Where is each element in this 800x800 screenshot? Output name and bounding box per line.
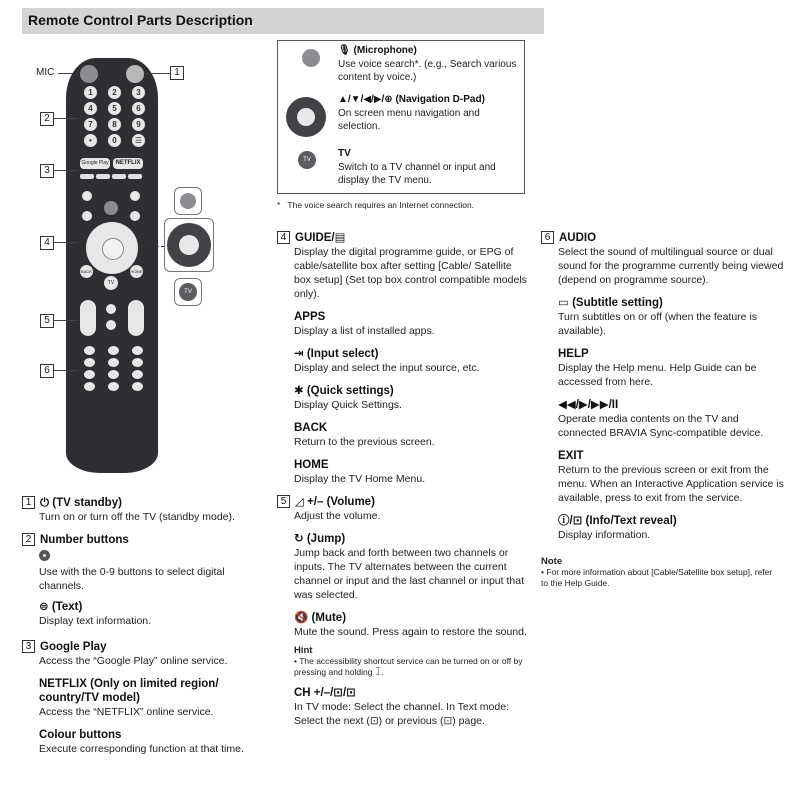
input-button	[82, 211, 92, 221]
callout-3: 3	[40, 164, 54, 178]
footnote-mark: *	[277, 200, 281, 210]
home-body: Display the TV Home Menu.	[294, 473, 426, 485]
volume-body: Adjust the volume.	[294, 510, 381, 522]
digit-button: 2	[108, 86, 121, 99]
num-5: 5	[277, 495, 290, 508]
jump-body: Jump back and forth between two channels or inputs. The TV alternates between the current channel or input and the last channel or input that was selected.	[294, 547, 524, 601]
text-title: (Text)	[51, 601, 83, 613]
column-1	[22, 496, 272, 756]
google-play-button-label: Google Play	[81, 160, 109, 166]
digit-button: ☰	[132, 134, 145, 147]
mute-body: Mute the sound. Press again to restore the sound.	[294, 626, 527, 638]
tv-title: TV	[338, 148, 351, 159]
note-body-text: For more information about [Cable/Satellite box setup], refer to the Help Guide.	[541, 567, 773, 588]
google-play-title: Google Play	[40, 641, 107, 653]
google-play-button	[80, 158, 110, 169]
back-button-label: BACK	[81, 269, 92, 274]
number-pad	[80, 86, 150, 150]
quick-settings-button	[130, 211, 140, 221]
jump-button	[106, 304, 116, 314]
media-button	[108, 370, 119, 379]
digit-button: 3	[132, 86, 145, 99]
audio-body: Select the sound of multilingual source or dual sound for the programme currently being viewed (depend on programme source).	[558, 246, 784, 286]
media-body: Operate media contents on the TV and connected BRAVIA Sync-compatible device.	[558, 413, 764, 439]
colour-button	[96, 174, 110, 179]
microphone-icon	[302, 49, 320, 67]
mic-button-small	[104, 201, 118, 215]
tv-button-label: TV	[107, 280, 115, 286]
tv-icon	[298, 151, 316, 169]
media-button	[132, 370, 143, 379]
callout-4: 4	[40, 236, 54, 250]
tv-icon-label: TV	[303, 157, 311, 163]
column-3	[541, 231, 786, 589]
help-title: HELP	[558, 348, 589, 360]
tv-body: Switch to a TV channel or input and display the TV menu.	[338, 162, 496, 186]
ch-body: In TV mode: Select the channel. In Text mode: Select the next (⊡) or previous (⊡) page.	[294, 701, 509, 727]
input-icon: ⇥	[294, 348, 304, 360]
info-icon: ⓘ/⊡	[558, 515, 583, 527]
info-title: (Info/Text reveal)	[585, 515, 677, 527]
quick-body: Display Quick Settings.	[294, 399, 402, 411]
subtitle-icon: ▭	[558, 297, 569, 309]
info-heading	[558, 514, 786, 528]
digit-button: 1	[84, 86, 97, 99]
audio-heading	[541, 231, 786, 245]
media-button	[132, 358, 143, 367]
media-button	[108, 358, 119, 367]
hint-body-text: The accessibility shortcut service can be turned on or off by pressing and holding ꀤ.	[294, 656, 523, 677]
zoom-tv-box	[174, 278, 202, 306]
nav-dpad-icon-center	[297, 108, 315, 126]
netflix-button	[113, 158, 143, 169]
jump-heading	[294, 532, 527, 546]
zoom-dpad-box	[164, 218, 214, 272]
media-button	[84, 358, 95, 367]
colour-button	[128, 174, 142, 179]
media-button	[84, 370, 95, 379]
guide-title: GUIDE/	[295, 232, 335, 244]
media-button	[132, 346, 143, 355]
dpad-center	[102, 238, 124, 260]
callout-6: 6	[40, 364, 54, 378]
digit-button: 5	[108, 102, 121, 115]
hint-body: • The accessibility shortcut service can be turned on or off by pressing and holding ꀤ.	[294, 656, 523, 677]
media-button	[108, 382, 119, 391]
input-heading	[294, 347, 527, 361]
num-1: 1	[22, 496, 35, 509]
text-body: Display text information.	[39, 615, 152, 627]
home-title: HOME	[294, 459, 329, 471]
zoom-tv-label: TV	[184, 289, 192, 295]
zoom-dpad-center	[179, 235, 199, 255]
help-body: Display the Help menu. Help Guide can be accessed from here.	[558, 362, 757, 388]
info-box	[277, 40, 525, 194]
guide-button	[82, 191, 92, 201]
media-button	[84, 346, 95, 355]
media-title: ◀◀/▶/▶▶/II	[558, 399, 619, 411]
netflix-title: NETFLIX (Only on limited region/ country/TV model)	[39, 678, 219, 704]
netflix-body: Access the “NETFLIX” online service.	[39, 706, 214, 718]
number-buttons-body: Use with the 0-9 buttons to select digital channels.	[39, 566, 225, 592]
zoom-tv-icon	[179, 283, 197, 301]
apps-body: Display a list of installed apps.	[294, 325, 435, 337]
text-icon: ⊜	[39, 601, 49, 613]
number-buttons-heading	[22, 533, 272, 547]
volume-icon: ◿	[295, 496, 304, 508]
apps-title: APPS	[294, 311, 326, 323]
subtitle-body: Turn subtitles on or off (when the feature is available).	[558, 311, 758, 337]
volume-heading	[277, 495, 527, 509]
channel-rocker	[128, 300, 144, 336]
netflix-button-label: NETFLIX	[115, 160, 141, 166]
num-3: 3	[22, 640, 35, 653]
exit-title: EXIT	[558, 450, 584, 462]
audio-title: AUDIO	[559, 232, 597, 244]
digit-button: 6	[132, 102, 145, 115]
footnote	[277, 200, 537, 211]
subtitle-title: (Subtitle setting)	[572, 297, 663, 309]
column-2	[277, 231, 527, 728]
nav-body: On screen menu navigation and selection.	[338, 108, 480, 132]
back-body: Return to the previous screen.	[294, 436, 435, 448]
mic-glyph: 🎙	[338, 45, 351, 56]
hint-title: Hint	[294, 645, 313, 656]
google-play-body: Access the “Google Play” online service.	[39, 655, 228, 667]
digit-button: 4	[84, 102, 97, 115]
input-title: (Input select)	[306, 348, 379, 360]
volume-title: +/– (Volume)	[307, 496, 375, 508]
num-4: 4	[277, 231, 290, 244]
digit-button: 0	[108, 134, 121, 147]
tv-button	[104, 276, 118, 290]
colour-button	[80, 174, 94, 179]
callout-5: 5	[40, 314, 54, 328]
dot-icon	[39, 550, 50, 561]
mute-icon: 🔇	[294, 612, 309, 624]
jump-title: (Jump)	[306, 533, 346, 545]
mic-button	[80, 65, 98, 83]
media-button	[84, 382, 95, 391]
tv-standby-title: (TV standby)	[52, 497, 122, 509]
power-button	[126, 65, 144, 83]
digit-button: 9	[132, 118, 145, 131]
media-button	[132, 382, 143, 391]
jump-icon: ↻	[294, 533, 304, 545]
colour-button	[112, 174, 126, 179]
media-button	[108, 346, 119, 355]
colour-title: Colour buttons	[39, 729, 122, 741]
number-buttons-title: Number buttons	[40, 534, 129, 546]
quick-title: (Quick settings)	[306, 385, 394, 397]
back-title: BACK	[294, 422, 328, 434]
guide-icon: ▤	[334, 232, 346, 244]
colour-buttons	[80, 174, 144, 180]
volume-rocker	[80, 300, 96, 336]
digit-button: •	[84, 134, 97, 147]
mute-button	[106, 320, 116, 330]
text-heading	[39, 600, 272, 614]
home-button-label: HOME	[130, 269, 143, 274]
remote-illustration	[0, 0, 270, 480]
info-body: Display information.	[558, 529, 651, 541]
guide-body: Display the digital programme guide, or EPG of cable/satellite box after setting [Cable/ Satellite box setup] (Set top box control compatible models only).	[294, 246, 527, 300]
zoom-mic-icon	[180, 193, 196, 209]
back-button	[80, 265, 93, 278]
colour-body: Execute corresponding function at that time.	[39, 743, 244, 755]
tv-standby-body: Turn on or turn off the TV (standby mode).	[39, 511, 235, 523]
input-body: Display and select the input source, etc.	[294, 362, 480, 374]
num-2: 2	[22, 533, 35, 546]
apps-button	[130, 191, 140, 201]
exit-body: Return to the previous screen or exit from the menu. When an Interactive Application service is available, press to exit from the service.	[558, 464, 784, 504]
note-title: Note	[541, 556, 563, 567]
mic-title: (Microphone)	[353, 45, 417, 56]
num-6: 6	[541, 231, 554, 244]
guide-heading	[277, 231, 527, 245]
callout-2: 2	[40, 112, 54, 126]
quick-heading	[294, 384, 527, 398]
media-buttons	[80, 346, 146, 396]
mic-body: Use voice search*. (e.g., Search various content by voice.)	[338, 59, 517, 83]
mute-heading	[294, 611, 527, 625]
google-play-heading	[22, 640, 272, 654]
footnote-text: The voice search requires an Internet connection.	[287, 200, 475, 210]
zoom-mic-box	[174, 187, 202, 215]
ch-title: CH +/–/⊡/⊡	[294, 687, 356, 699]
page-title: Remote Control Parts Description	[28, 12, 253, 28]
subtitle-heading	[558, 296, 786, 310]
mic-label: MIC	[36, 67, 55, 78]
home-button	[130, 265, 143, 278]
nav-title: ▲/▼/◀/▶/⊕ (Navigation D-Pad)	[338, 94, 485, 105]
digit-button: 7	[84, 118, 97, 131]
callout-1: 1	[170, 66, 184, 80]
digit-button: 8	[108, 118, 121, 131]
gear-icon: ✱	[294, 385, 304, 397]
note-body: • For more information about [Cable/Satellite box setup], refer to the Help Guide.	[541, 567, 773, 588]
mute-title: (Mute)	[311, 612, 347, 624]
tv-standby-heading: 1 ⏻ (TV standby)	[22, 496, 272, 510]
